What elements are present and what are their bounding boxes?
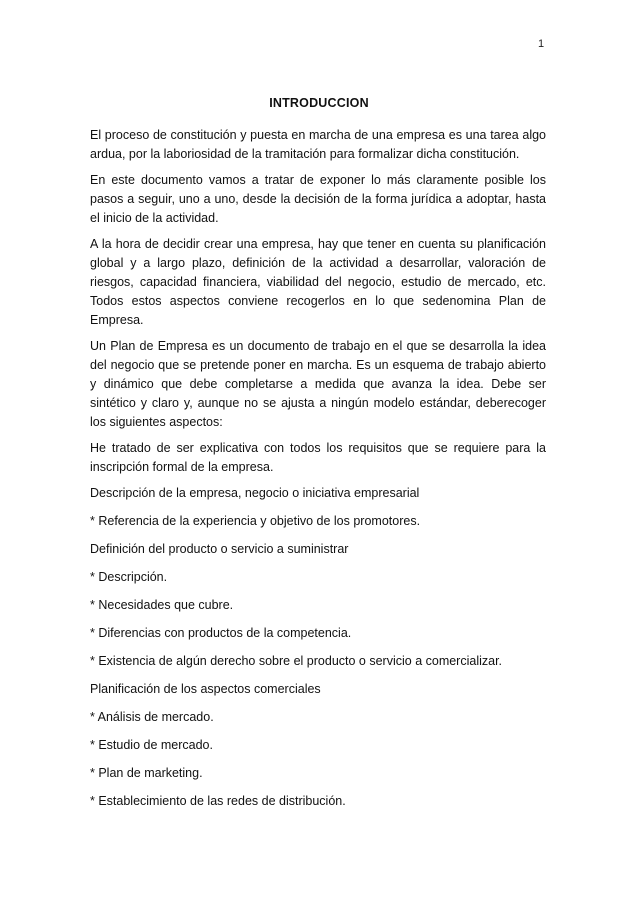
list-item: * Estudio de mercado.	[90, 738, 213, 752]
list-item: * Diferencias con productos de la competencia.	[90, 626, 352, 640]
list-item: * Establecimiento de las redes de distribución.	[90, 794, 346, 808]
list-item: * Descripción.	[90, 570, 168, 584]
section-heading-line: Descripción de la empresa, negocio o iniciativa empresarial	[90, 486, 420, 500]
document-title: INTRODUCCION	[269, 96, 369, 110]
paragraph: En este documento vamos a tratar de exponer lo más claramente posible los pasos a seguir, uno a uno, desde la decisión de la forma jurídica a adoptar, hasta el inicio de la actividad.	[90, 173, 546, 225]
list-item: * Necesidades que cubre.	[90, 598, 234, 612]
list-item: * Plan de marketing.	[90, 766, 203, 780]
list-item: * Análisis de mercado.	[90, 710, 214, 724]
paragraph: El proceso de constitución y puesta en marcha de una empresa es una tarea algo ardua, por la laboriosidad de la tramitación para formalizar dicha constitución.	[90, 128, 546, 161]
list-item: * Existencia de algún derecho sobre el producto o servicio a comercializar.	[90, 654, 503, 668]
paragraph: He tratado de ser explicativa con todos los requisitos que se requiere para la inscripción formal de la empresa.	[90, 441, 546, 474]
document-body	[90, 126, 546, 820]
paragraph: A la hora de decidir crear una empresa, hay que tener en cuenta su planificación global y a largo plazo, definición de la actividad a desarrollar, valoración de riesgos, capacidad financiera, viabilidad del negocio, estudio de mercado, etc. Todos estos aspectos conviene recogerlos en lo que sedenomina Plan de Empresa.	[90, 237, 546, 327]
section-heading-line: Planificación de los aspectos comerciales	[90, 682, 321, 696]
paragraph: Un Plan de Empresa es un documento de trabajo en el que se desarrolla la idea del negocio que se pretende poner en marcha. Es un esquema de trabajo abierto y dinámico que debe completarse a medida que avanza la idea. Debe ser sintético y claro y, aunque no se ajusta a ningún modelo estándar, deberecoger los siguientes aspectos:	[90, 339, 546, 429]
list-item: * Referencia de la experiencia y objetivo de los promotores.	[90, 514, 421, 528]
section-heading-line: Definición del producto o servicio a suministrar	[90, 542, 349, 556]
page-number: 1	[538, 38, 545, 50]
